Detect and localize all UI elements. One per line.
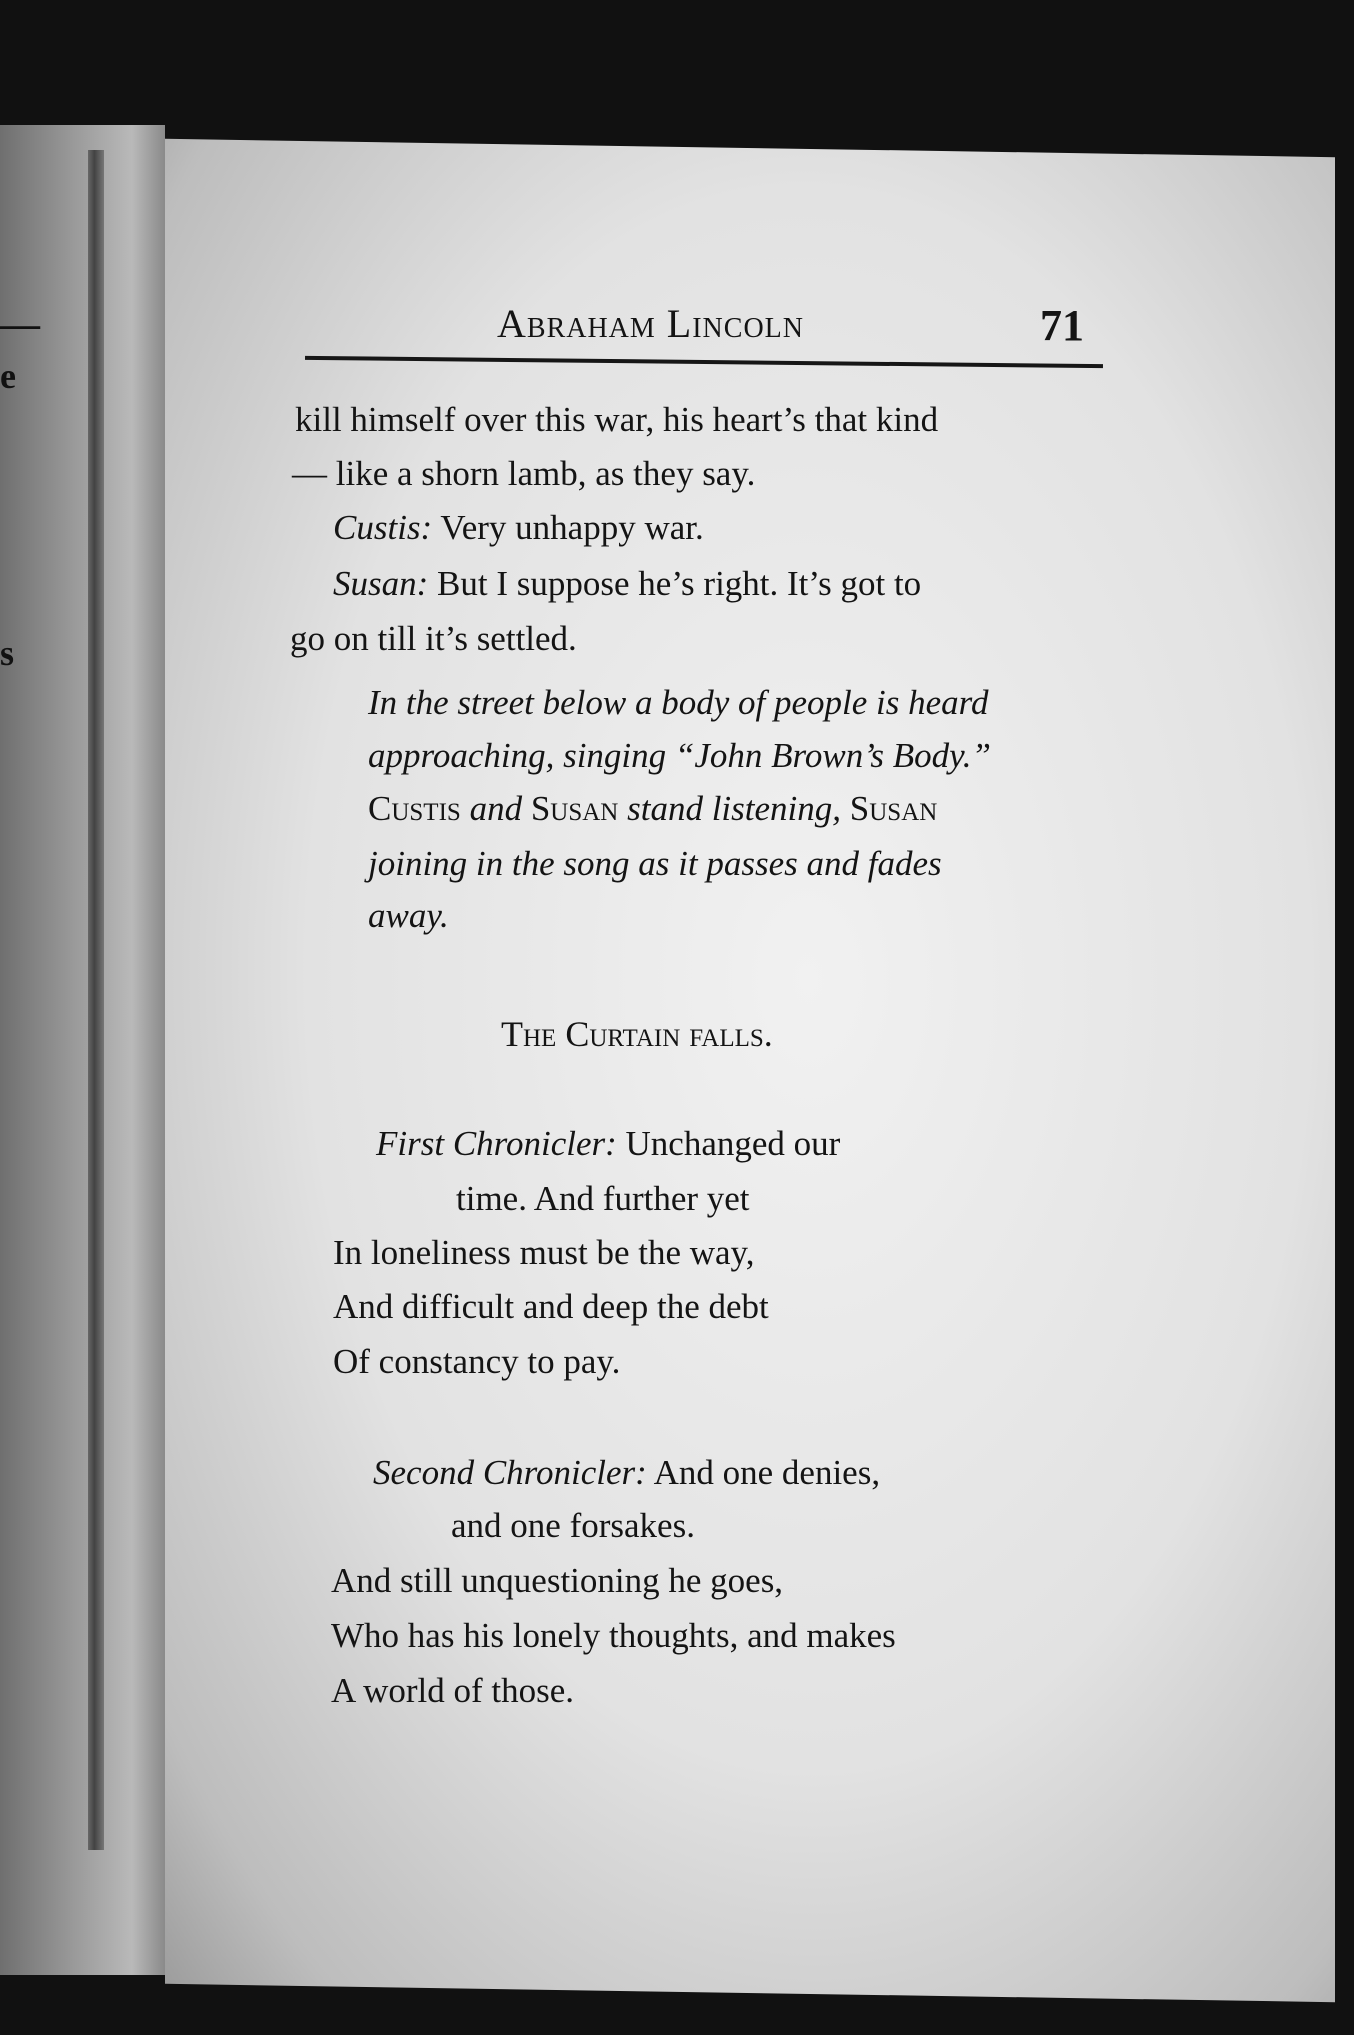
- page-number: 71: [1040, 301, 1084, 350]
- stage-direction-line-1: In the street below a body of people is heard: [368, 683, 989, 722]
- second-chronicler-line-5: A world of those.: [331, 1671, 575, 1710]
- second-chronicler-line-4: Who has his lonely thoughts, and makes: [331, 1616, 896, 1655]
- second-chronicler-line-3: And still unquestioning he goes,: [331, 1561, 784, 1600]
- speaker-susan: Susan:: [333, 564, 429, 603]
- first-chronicler-line-1: [376, 1122, 840, 1166]
- curtain-falls: The Curtain falls.: [501, 1014, 773, 1054]
- second-chronicler-line-2: and one forsakes.: [451, 1506, 695, 1545]
- first-chronicler-line-2: time. And further yet: [456, 1179, 750, 1218]
- speaker-custis: Custis:: [333, 508, 433, 547]
- first-chronicler-line-3: In loneliness must be the way,: [333, 1233, 755, 1272]
- song-title: “John Brown’s Body.”: [674, 736, 991, 775]
- stage-direction-line-2: [368, 734, 991, 778]
- stage-direction-singing: approaching, singing: [368, 736, 667, 775]
- verse-line: And one denies,: [653, 1453, 881, 1492]
- facing-page-fragment-top: —: [0, 301, 40, 346]
- susan-line-cont: go on till it’s settled.: [290, 619, 577, 658]
- prose-line-1: kill himself over this war, his heart’s that kind: [295, 400, 939, 439]
- character-susan: Susan: [530, 789, 619, 828]
- stage-direction-line-4: joining in the song as it passes and fades: [368, 844, 942, 883]
- character-custis: Custis: [368, 789, 461, 828]
- header-rule: [305, 356, 1103, 368]
- susan-line: But I suppose he’s right. It’s got to: [437, 564, 922, 603]
- custis-line: Very unhappy war.: [440, 508, 704, 547]
- facing-page-fragment-low: s: [0, 633, 15, 673]
- prose-line-2: — like a shorn lamb, as they say.: [292, 454, 756, 493]
- verse-line: Unchanged our: [625, 1124, 841, 1163]
- running-head-title: Abraham Lincoln: [497, 301, 804, 346]
- second-chronicler-line-1: [373, 1451, 880, 1495]
- stage-direction-line-3: [368, 787, 937, 831]
- custis-speech: [333, 506, 704, 550]
- speaker-first-chronicler: First Chronicler:: [376, 1124, 617, 1163]
- character-susan-2: Susan: [849, 789, 938, 828]
- susan-speech: [333, 562, 921, 606]
- stage-direction-listening: stand listening,: [627, 789, 842, 828]
- first-chronicler-line-5: Of constancy to pay.: [333, 1342, 621, 1381]
- first-chronicler-line-4: And difficult and deep the debt: [333, 1287, 769, 1326]
- facing-page-fragment-mid: e: [0, 356, 16, 396]
- speaker-second-chronicler: Second Chronicler:: [373, 1453, 647, 1492]
- stage-direction-line-5: away.: [368, 896, 449, 935]
- stage-direction-and: and: [469, 789, 523, 828]
